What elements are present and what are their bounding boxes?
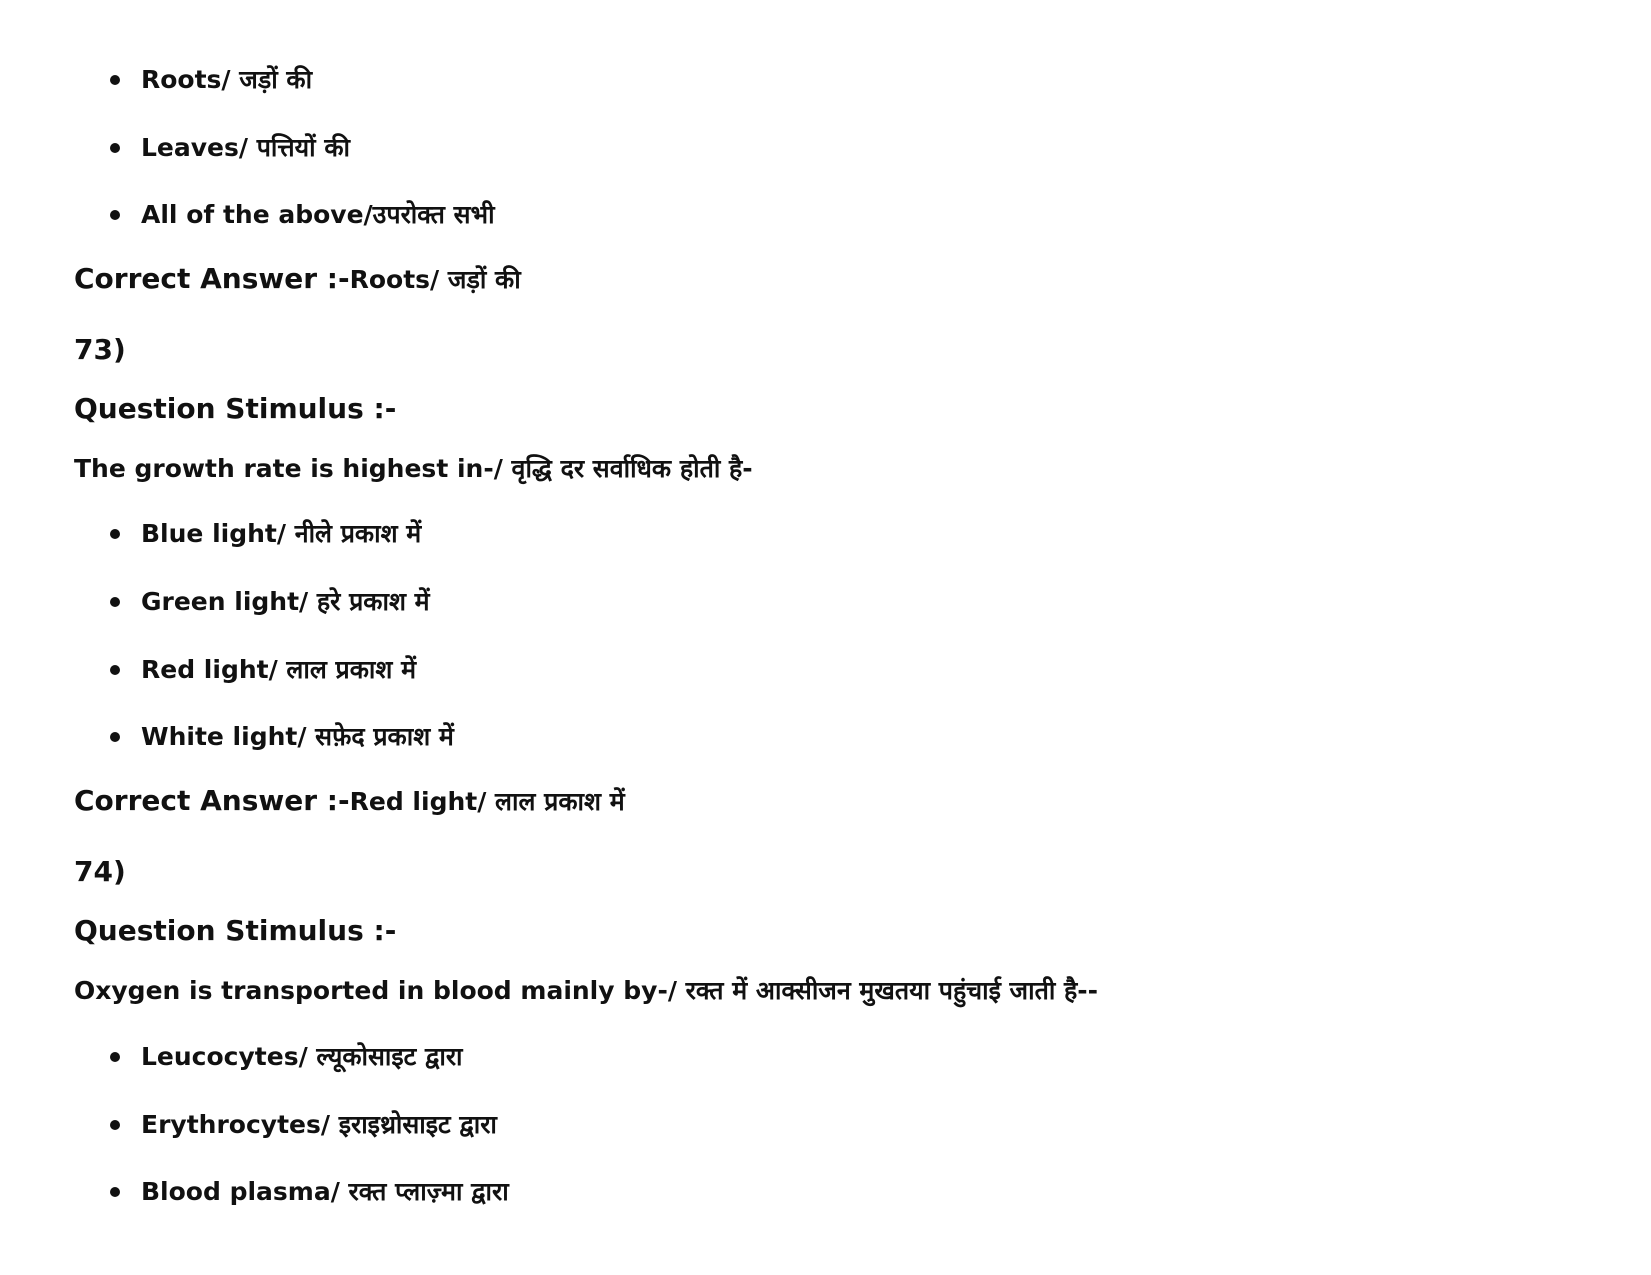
option-text: Leaves/ पत्तियों की	[141, 133, 351, 162]
correct-answer	[74, 784, 625, 819]
option-item	[141, 654, 416, 686]
bullet-icon	[110, 597, 120, 607]
option-item	[141, 721, 454, 753]
question-stimulus: Oxygen is transported in blood mainly by-/ रक्त में आक्सीजन मुखतया पहुंचाई जाती है--	[74, 976, 1099, 1005]
bullet-icon	[110, 1052, 120, 1062]
option-text: Green light/ हरे प्रकाश में	[141, 587, 430, 616]
question-stimulus: The growth rate is highest in-/ वृद्धि दर सर्वाधिक होती है-	[74, 454, 753, 483]
option-text: Red light/ लाल प्रकाश में	[141, 655, 417, 684]
option-text: Roots/ जड़ों की	[141, 65, 313, 94]
question-number: 73)	[74, 333, 126, 366]
option-text: All of the above/उपरोक्त सभी	[141, 200, 495, 229]
bullet-icon	[110, 529, 120, 539]
option-item	[141, 1109, 497, 1141]
correct-answer-label: Correct Answer :-	[74, 784, 350, 817]
bullet-icon	[110, 665, 120, 675]
stimulus-label: Question Stimulus :-	[74, 914, 397, 947]
bullet-icon	[110, 1120, 120, 1130]
bullet-icon	[110, 1187, 120, 1197]
option-item	[141, 586, 430, 618]
correct-answer-value: Roots/ जड़ों की	[349, 265, 521, 294]
stimulus-label: Question Stimulus :-	[74, 392, 397, 425]
correct-answer-label: Correct Answer :-	[74, 262, 350, 295]
question-number: 74)	[74, 855, 126, 888]
option-text: Blood plasma/ रक्त प्लाज़्मा द्वारा	[141, 1177, 509, 1206]
bullet-icon	[110, 143, 120, 153]
option-item	[141, 132, 350, 164]
option-item	[141, 199, 495, 231]
bullet-icon	[110, 210, 120, 220]
option-item	[141, 1041, 463, 1073]
bullet-icon	[110, 75, 120, 85]
option-item	[141, 518, 421, 550]
correct-answer	[74, 262, 521, 297]
correct-answer-value: Red light/ लाल प्रकाश में	[349, 787, 625, 816]
bullet-icon	[110, 732, 120, 742]
option-text: White light/ सफ़ेद प्रकाश में	[141, 722, 454, 751]
option-text: Leucocytes/ ल्यूकोसाइट द्वारा	[141, 1042, 463, 1071]
option-text: Erythrocytes/ इराइथ्रोसाइट द्वारा	[141, 1110, 497, 1139]
option-item	[141, 64, 312, 96]
option-item	[141, 1176, 509, 1208]
option-text: Blue light/ नीले प्रकाश में	[141, 519, 422, 548]
